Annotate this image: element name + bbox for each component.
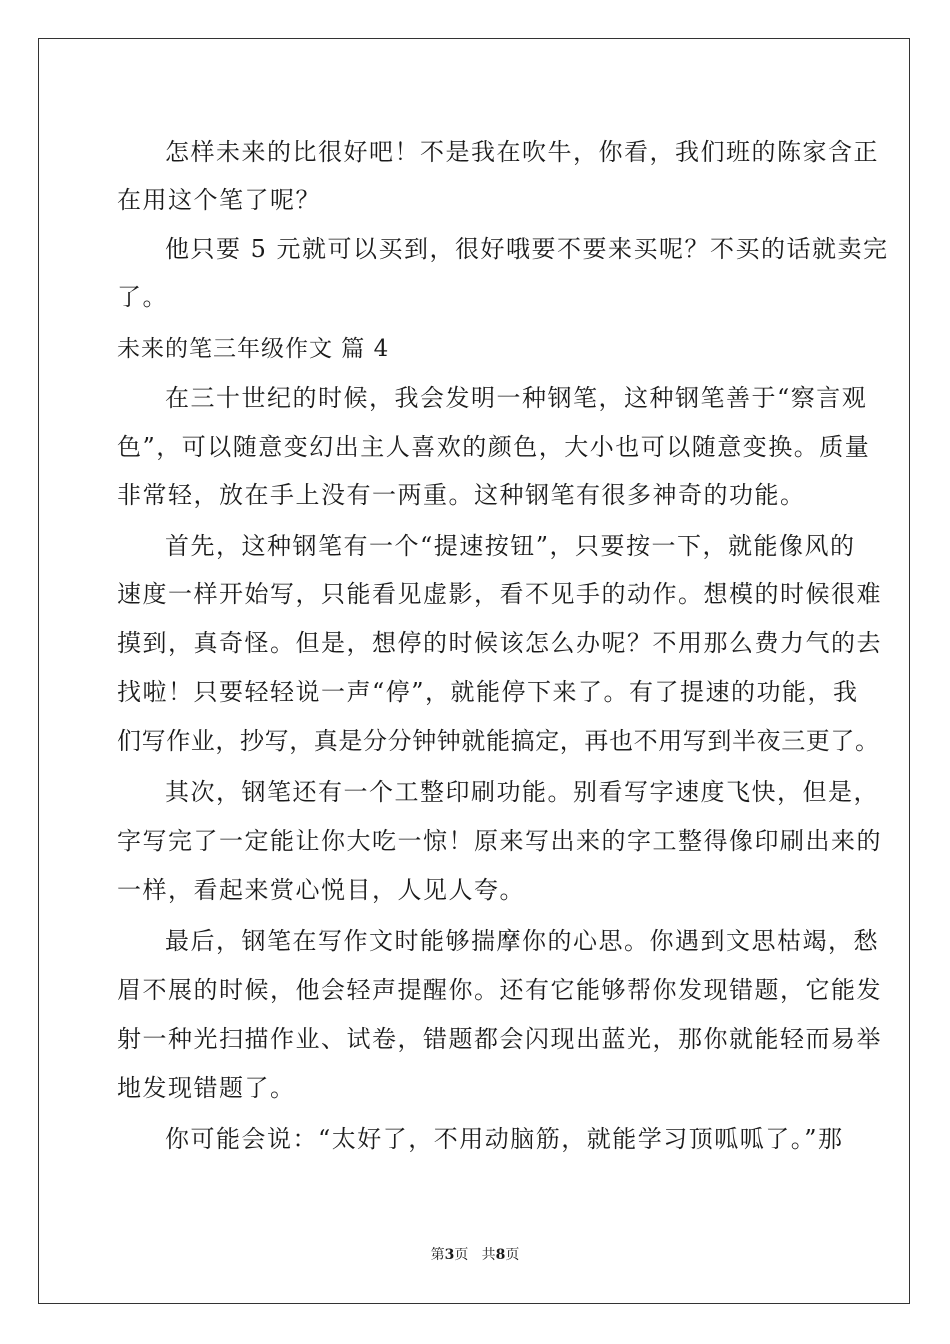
paragraph-line: 最后，钢笔在写作文时能够揣摩你的心思。你遇到文思枯竭，愁 [165, 927, 879, 955]
paragraph-line: 在三十世纪的时候，我会发明一种钢笔，这种钢笔善于“察言观 [165, 384, 868, 412]
paragraph-line: 摸到，真奇怪。但是，想停的时候该怎么办呢？不用那么费力气的去 [117, 629, 882, 657]
paragraph-line: 速度一样开始写，只能看见虚影，看不见手的动作。想模的时候很难 [117, 580, 882, 608]
paragraph-line: 你可能会说：“太好了，不用动脑筋，就能学习顶呱呱了。”那 [165, 1125, 844, 1153]
page-suffix: 页 [505, 1247, 520, 1263]
paragraph-line: 了。 [117, 283, 168, 311]
paragraph-line: 地发现错题了。 [117, 1074, 296, 1102]
page-mid: 页 共 [454, 1247, 496, 1263]
paragraph-line: 怎样未来的比很好吧！不是我在吹牛，你看，我们班的陈家含正 [165, 138, 879, 166]
paragraph-line: 他只要 5 元就可以买到，很好哦要不要来买呢？不买的话就卖完 [165, 235, 889, 263]
paragraph-line: 一样，看起来赏心悦目，人见人夸。 [117, 876, 525, 904]
paragraph-line: 眉不展的时候，他会轻声提醒你。还有它能够帮你发现错题，它能发 [117, 976, 882, 1004]
paragraph-line: 其次，钢笔还有一个工整印刷功能。别看写字速度飞快，但是， [165, 778, 879, 806]
page-frame [38, 38, 910, 1304]
paragraph-line: 色”，可以随意变幻出主人喜欢的颜色，大小也可以随意变换。质量 [117, 433, 871, 461]
page-prefix: 第 [430, 1247, 445, 1263]
paragraph-line: 们写作业，抄写，真是分分钟钟就能搞定，再也不用写到半夜三更了。 [117, 727, 880, 755]
current-page-number: 3 [444, 1247, 455, 1263]
paragraph-line: 在用这个笔了呢？ [117, 186, 321, 214]
paragraph-line: 找啦！只要轻轻说一声“停”，就能停下来了。有了提速的功能，我 [117, 678, 859, 706]
total-pages-number: 8 [495, 1247, 506, 1263]
paragraph-line: 射一种光扫描作业、试卷，错题都会闪现出蓝光，那你就能轻而易举 [117, 1025, 882, 1053]
section-heading: 未来的笔三年级作文 篇 4 [117, 336, 390, 362]
page-footer [0, 1246, 950, 1264]
paragraph-line: 非常轻，放在手上没有一两重。这种钢笔有很多神奇的功能。 [117, 481, 806, 509]
paragraph-line: 字写完了一定能让你大吃一惊！原来写出来的字工整得像印刷出来的 [117, 827, 882, 855]
paragraph-line: 首先，这种钢笔有一个“提速按钮”，只要按一下，就能像风的 [165, 532, 856, 560]
